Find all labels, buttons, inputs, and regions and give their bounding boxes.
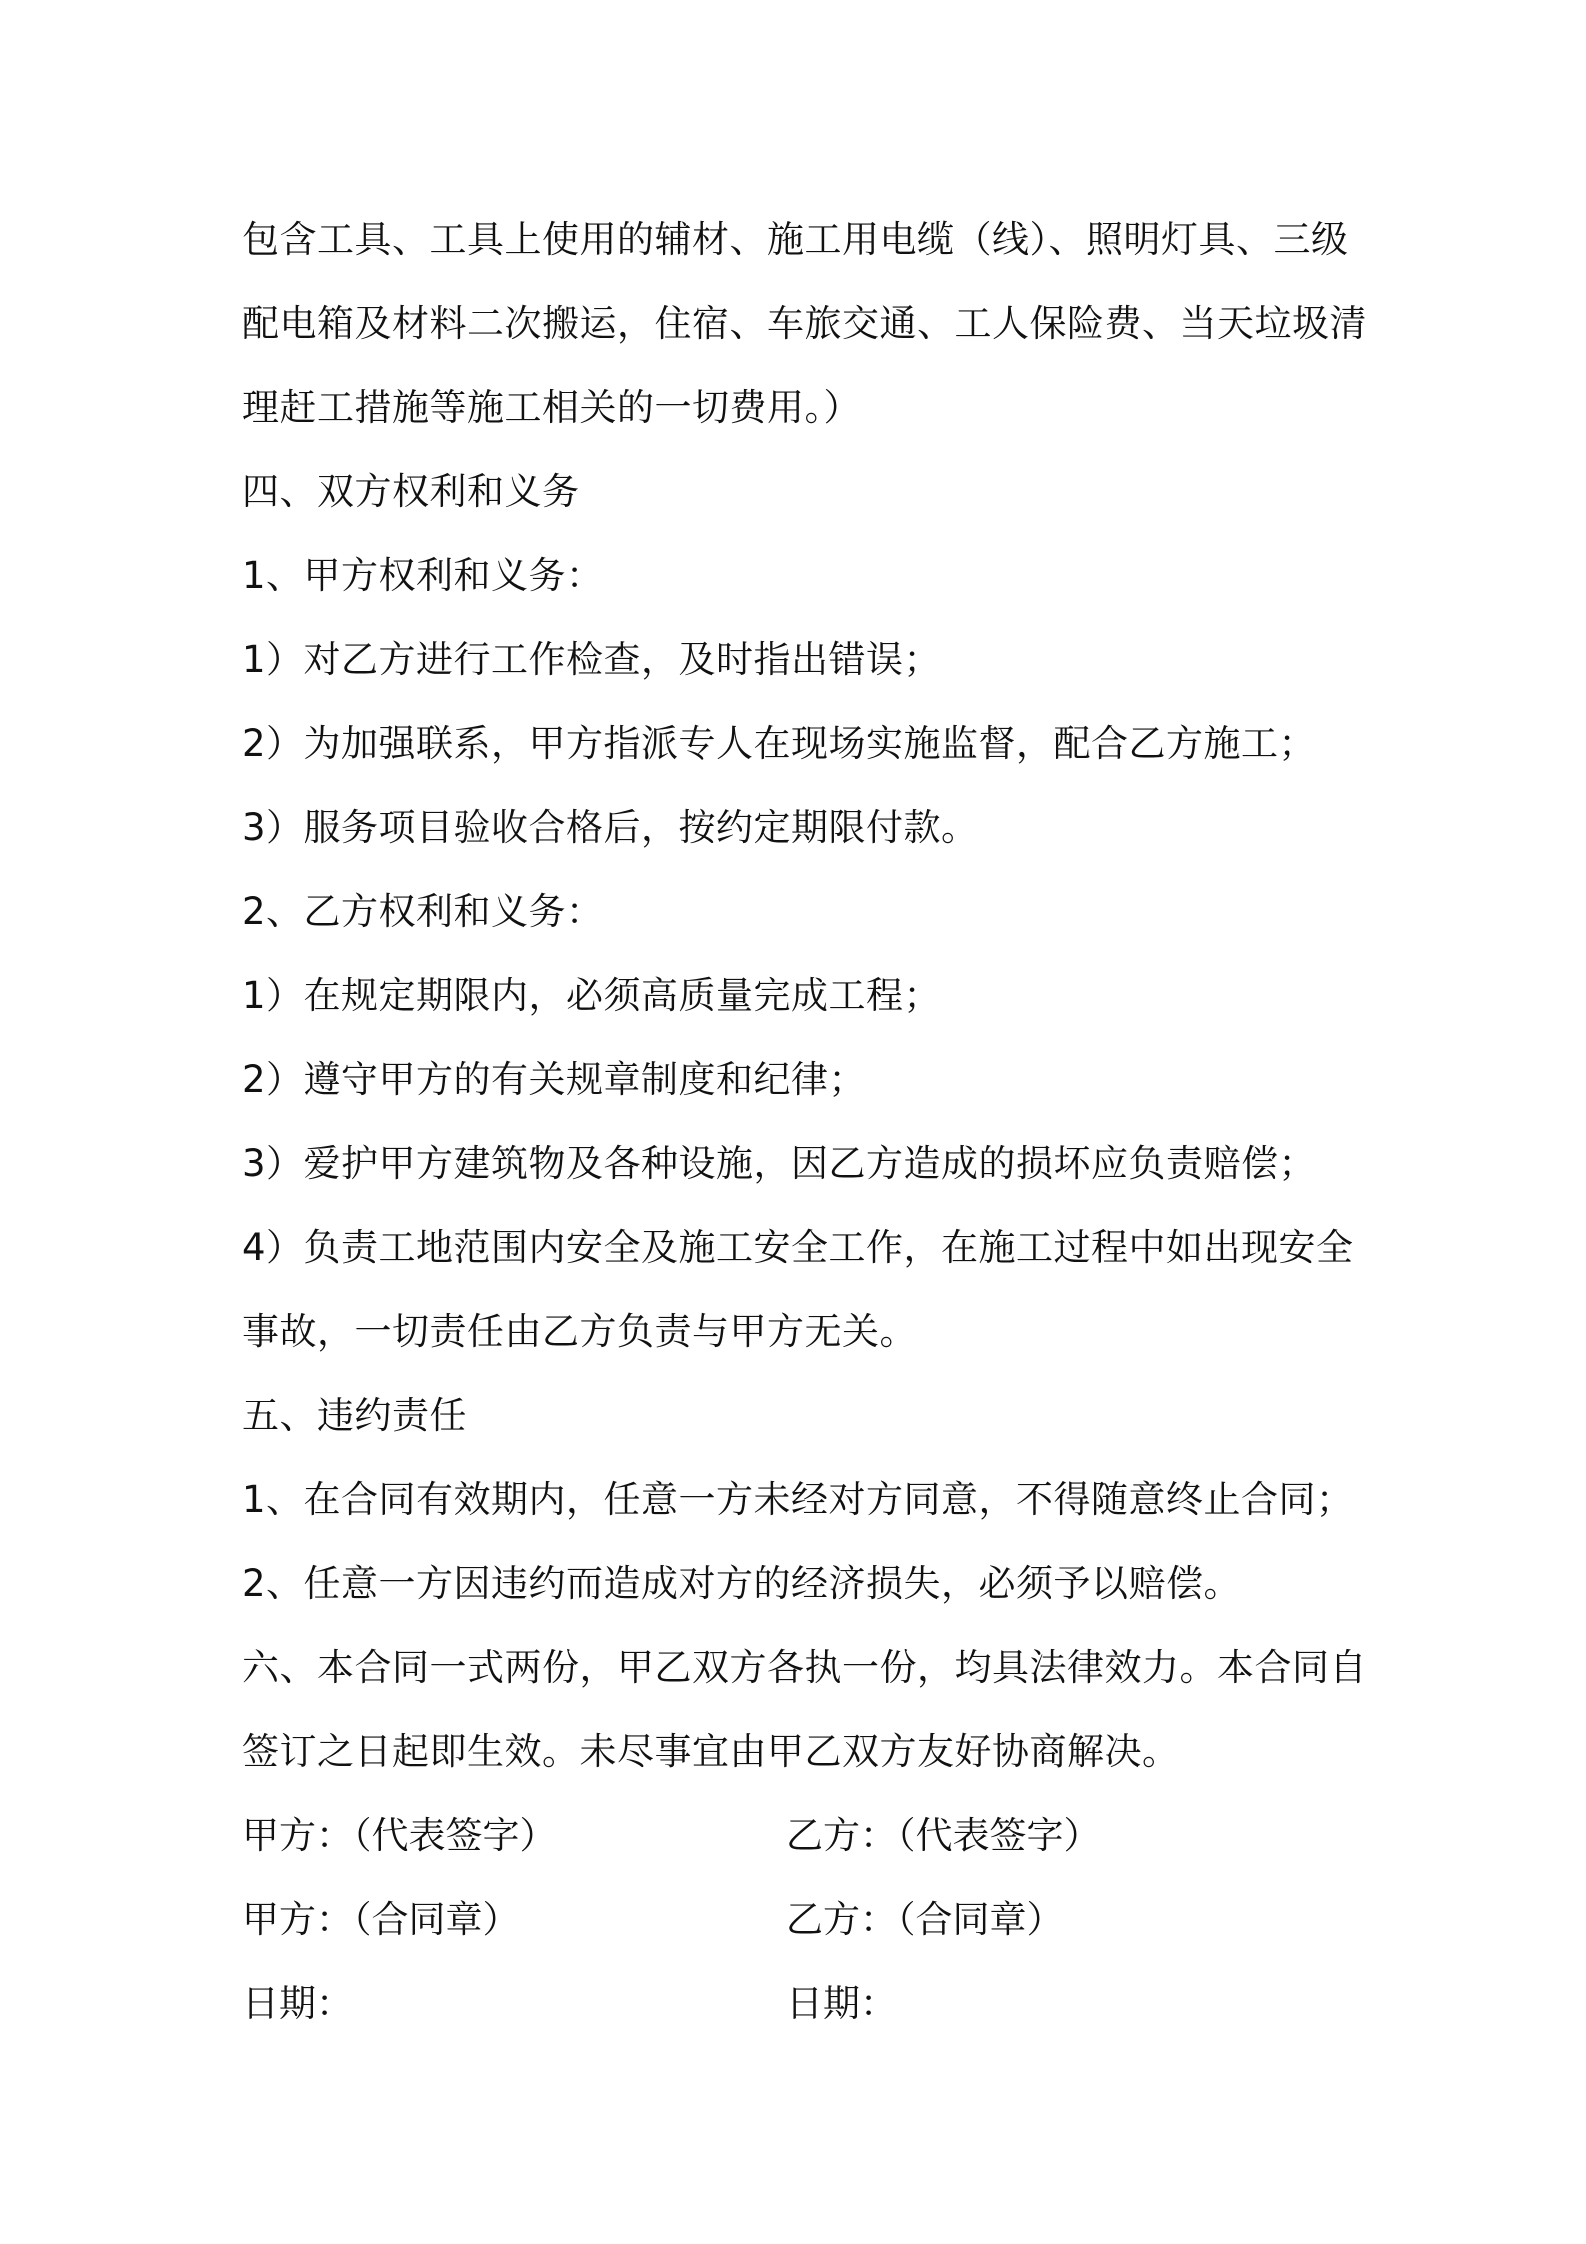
party-a-representative-signature: 甲方：（代表签字）	[242, 1814, 557, 1857]
section-heading-5: 五、违约责任	[242, 1394, 467, 1437]
subsection-heading-party-b: 2、乙方权利和义务：	[242, 890, 604, 933]
signature-row-representative	[242, 1794, 1362, 1878]
signature-row-seal	[242, 1878, 1362, 1962]
party-a-contract-seal: 甲方：（合同章）	[242, 1898, 520, 1941]
party-a-date: 日期：	[242, 1982, 353, 2025]
text-line-1: 包含工具、工具上使用的辅材、施工用电缆（线）、照明灯具、三级	[242, 218, 1349, 261]
party-b-item-4-line-1: 4）负责工地范围内安全及施工安全工作，在施工过程中如出现安全	[242, 1226, 1354, 1269]
section-6-line-2: 签订之日起即生效。未尽事宜由甲乙双方友好协商解决。	[242, 1730, 1180, 1773]
party-b-item-4-line-2: 事故，一切责任由乙方负责与甲方无关。	[242, 1310, 917, 1353]
party-b-date: 日期：	[786, 1982, 897, 2025]
party-a-item-3: 3）服务项目验收合格后，按约定期限付款。	[242, 806, 979, 849]
party-b-item-2: 2）遵守甲方的有关规章制度和纪律；	[242, 1058, 867, 1101]
text-line-2: 配电箱及材料二次搬运，住宿、车旅交通、工人保险费、当天垃圾清	[242, 302, 1367, 345]
document-body	[242, 198, 1367, 2046]
section-6-line-1: 六、本合同一式两份，甲乙双方各执一份，均具法律效力。本合同自	[242, 1646, 1367, 1689]
party-a-item-2: 2）为加强联系，甲方指派专人在现场实施监督，配合乙方施工；	[242, 722, 1317, 765]
breach-item-1: 1、在合同有效期内，任意一方未经对方同意，不得随意终止合同；	[242, 1478, 1354, 1521]
signature-row-date	[242, 1962, 1362, 2046]
breach-item-2: 2、任意一方因违约而造成对方的经济损失，必须予以赔偿。	[242, 1562, 1242, 1605]
party-b-contract-seal: 乙方：（合同章）	[786, 1898, 1064, 1941]
section-heading-4: 四、双方权利和义务	[242, 470, 580, 513]
party-b-representative-signature: 乙方：（代表签字）	[786, 1814, 1101, 1857]
party-b-item-3: 3）爱护甲方建筑物及各种设施，因乙方造成的损坏应负责赔偿；	[242, 1142, 1317, 1185]
subsection-heading-party-a: 1、甲方权利和义务：	[242, 554, 604, 597]
text-line-3: 理赶工措施等施工相关的一切费用。）	[242, 386, 861, 429]
party-a-item-1: 1）对乙方进行工作检查，及时指出错误；	[242, 638, 942, 681]
party-b-item-1: 1）在规定期限内，必须高质量完成工程；	[242, 974, 942, 1017]
